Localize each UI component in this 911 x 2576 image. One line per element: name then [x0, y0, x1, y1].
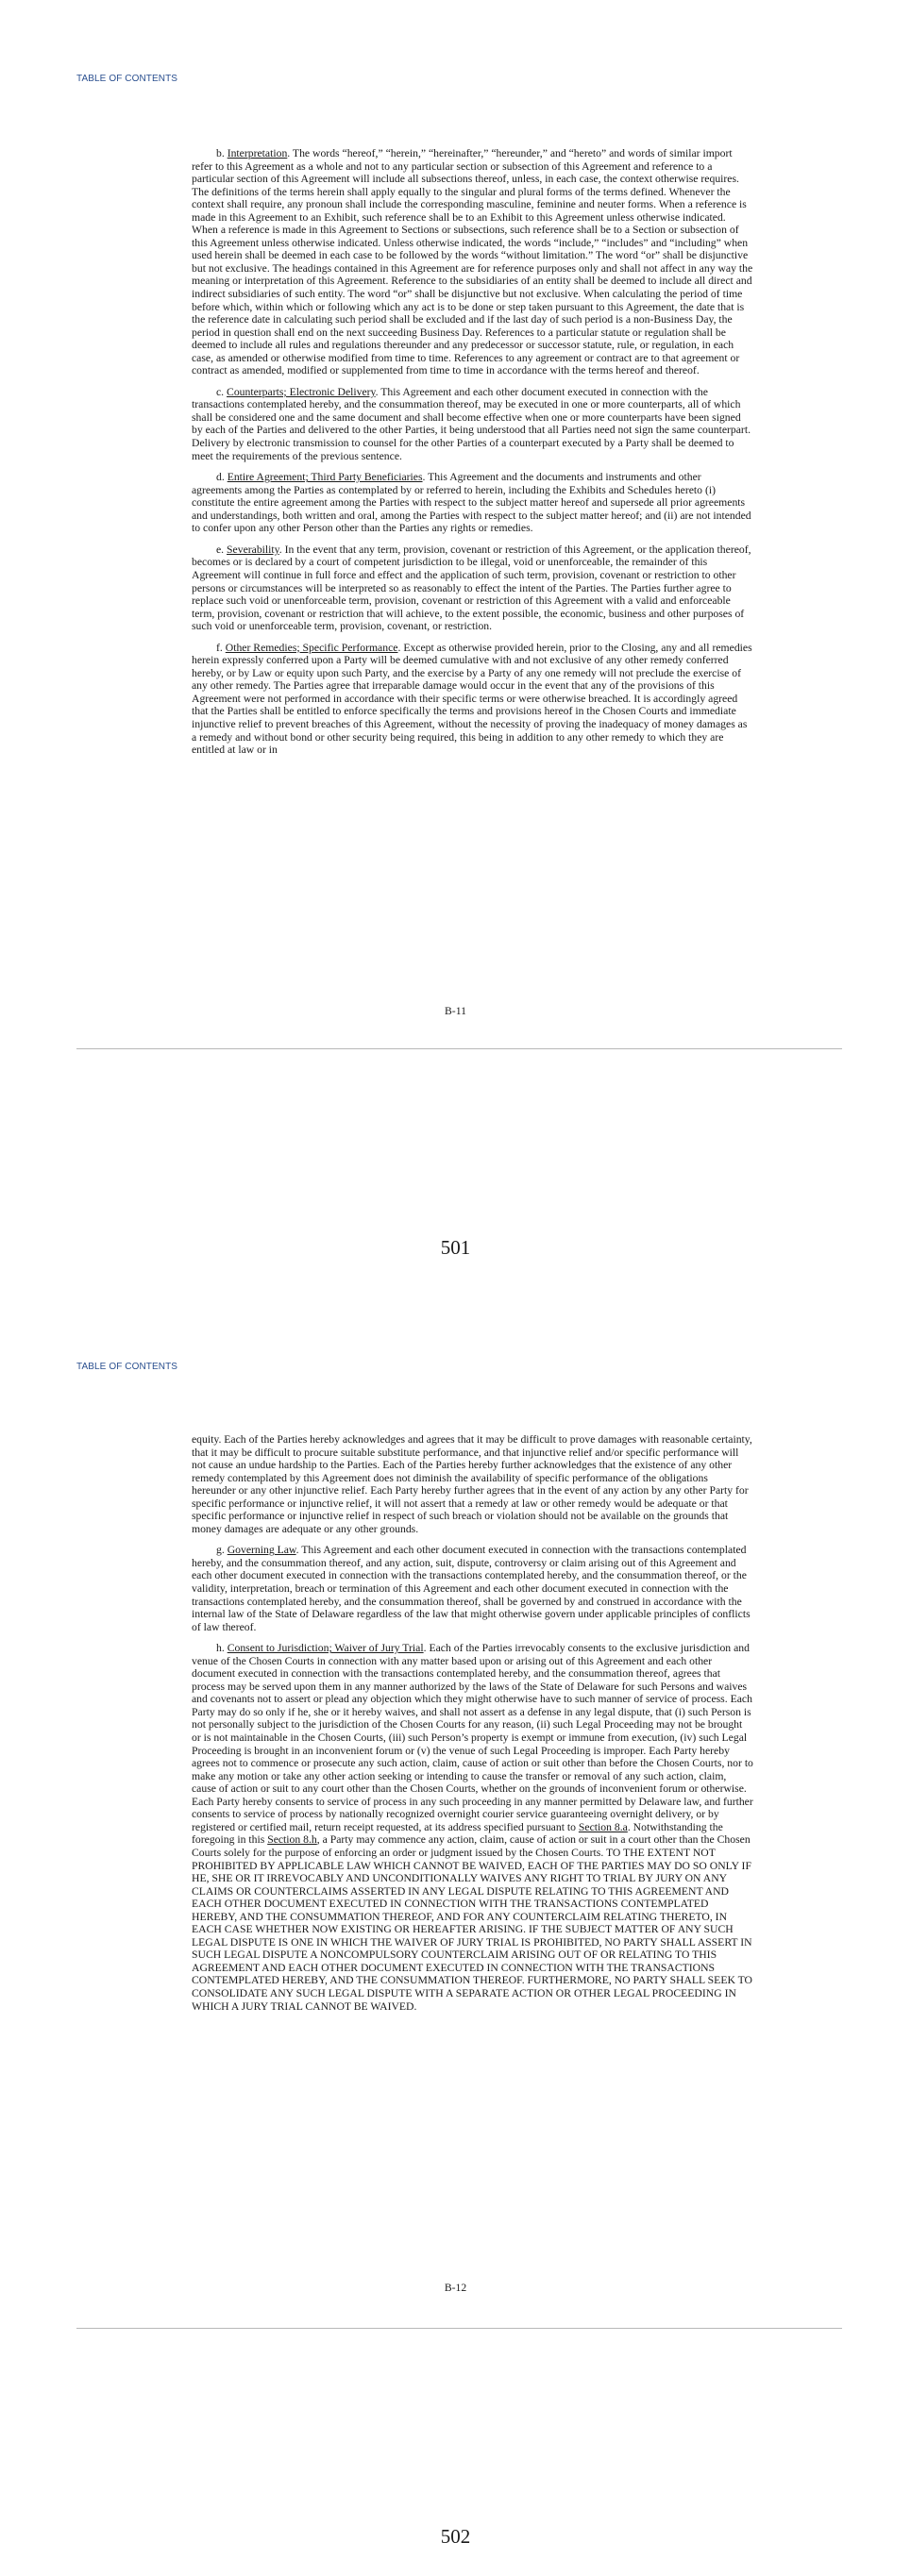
paragraph-d: [192, 471, 753, 535]
section-heading-other-remedies: Other Remedies; Specific Performance: [225, 641, 398, 654]
paragraph-text: . Each of the Parties irrevocably consents to the exclusive jurisdiction and venue of the Chosen Courts in connection with any matter based upon or arising out of this Agreement and each other document executed in connection with the transactions contemplated hereby, and the consummation thereof, agrees that process may be served upon them in any manner authorized by the laws of the State of Delaware for such Persons and waives and covenants not to assert or plead any objection which they might otherwise have to such manner of service of process. Each Party may do so only if he, she or it hereby waives, and shall not assert as a defense in any legal dispute, that (i) such Person is not personally subject to the jurisdiction of the Chosen Courts for any reason, (ii) such Legal Proceeding may not be brought or is not maintainable in the Chosen Courts, (iii) such Person’s property is exempt or immune from execution, (iv) such Legal Proceeding is brought in an inconvenient forum or (v) the venue of such Legal Proceeding is improper. Each Party hereby agrees not to commence or prosecute any such action, claim, cause of action or suit other than before the Chosen Courts, nor to make any motion or take any other action seeking or intending to cause the transfer or removal of any such action, claim, cause of action or suit to any court other than the Chosen Courts, whether on the grounds of inconvenient forum or otherwise. Each Party hereby consents to service of process in any such proceeding in any manner permitted by Delaware law, and further consents to service of process by nationally recognized overnight courier service guaranteeing overnight delivery, or by registered or certified mail, return receipt requested, at its address specified pursuant to: [192, 1642, 753, 1833]
paragraph-g: [192, 1544, 753, 1633]
paragraph-text: . Except as otherwise provided herein, prior to the Closing, any and all remedies herein expressly conferred upon a Party will be deemed cumulative with and not exclusive of any other remedy conferred hereby, or by Law or equity upon such Party, and the exercise by a Party of any one remedy will not preclude the exercise of any other remedy. The Parties agree that irreparable damage would occur in the event that any of the provisions of this Agreement were not performed in accordance with their specific terms or were otherwise breached. It is accordingly agreed that the Parties shall be entitled to enforce specifically the terms and provisions hereof in the Chosen Courts and immediate injunctive relief to prevent breaches of this Agreement, without the necessity of proving the inadequacy of money damages as a remedy and without bond or other security being required, this being in addition to any other remedy to which they are entitled at law or in: [192, 641, 752, 757]
paragraph-text: . This Agreement and each other document executed in connection with the transactions contemplated hereby, and the consummation thereof, may be executed in one or more counterparts, all of which shall be considered one and the same document and shall become effective when one or more counterparts have been signed by each of the Parties and delivered to the other Parties, it being understood that all Parties need not sign the same counterpart. Delivery by electronic transmission to counsel for the other Parties of a counterpart executed by a Party shall be deemed to meet the requirements of the previous sentence.: [192, 385, 751, 462]
paragraph-text: , a Party may commence any action, claim, cause of action or suit in a court other than the Chosen Courts solely for the purpose of enforcing an order or judgment issued by the Chosen Courts. TO THE EXTENT NOT PROHIBITED BY APPLICABLE LAW WHICH CANNOT BE WAIVED, EACH OF THE PARTIES MAY DO SO ONLY IF HE, SHE OR IT IRREVOCABLY AND UNCONDITIONALLY WAIVES ANY RIGHT TO TRIAL BY JURY ON ANY CLAIMS OR COUNTERCLAIMS ASSERTED IN ANY LEGAL DISPUTE RELATING TO THIS AGREEMENT AND EACH OTHER DOCUMENT EXECUTED IN CONNECTION WITH THE TRANSACTIONS CONTEMPLATED HEREBY, AND THE CONSUMMATION THEREOF, AND FOR ANY COUNTERCLAIM RELATING THERETO, IN EACH CASE WHETHER NOW EXISTING OR HEREAFTER ARISING. IF THE SUBJECT MATTER OF ANY SUCH LEGAL DISPUTE IS ONE IN WHICH THE WAIVER OF JURY TRIAL IS PROHIBITED, NO PARTY SHALL ASSERT IN SUCH LEGAL DISPUTE A NONCOMPULSORY COUNTERCLAIM ARISING OUT OF OR RELATING TO THIS AGREEMENT AND EACH OTHER DOCUMENT EXECUTED IN CONNECTION WITH THE TRANSACTIONS CONTEMPLATED HEREBY, AND THE CONSUMMATION THEREOF. FURTHERMORE, NO PARTY SHALL SEEK TO CONSOLIDATE ANY SUCH LEGAL DISPUTE WITH A SEPARATE ACTION OR OTHER LEGAL PROCEEDING IN WHICH A JURY TRIAL CANNOT BE WAIVED.: [192, 1833, 752, 2013]
paragraph-text: . The words “hereof,” “herein,” “hereinafter,” “hereunder,” and “hereto” and words of similar import refer to this Agreement as a whole and not to any particular section or subsection of this Agreement and reference to a particular section of this Agreement will include all subsections thereof, unless, in each case, the context otherwise requires. The definitions of the terms herein shall apply equally to the singular and plural forms of the terms defined. Whenever the context shall require, any pronoun shall include the corresponding masculine, feminine and neuter forms. When a reference is made in this Agreement to an Exhibit, such reference shall be to an Exhibit to this Agreement unless otherwise indicated. When a reference is made in this Agreement to Sections or subsections, such reference shall be to a Section or subsection of this Agreement unless otherwise indicated. Unless otherwise indicated, the words “include,” “includes” and “including” when used herein shall be deemed in each case to be followed by the words “without limitation.” The word “or” shall be disjunctive but not exclusive. The headings contained in this Agreement are for reference purposes only and shall not affect in any way the meaning or interpretation of this Agreement. Reference to the subsidiaries of an entity shall be deemed to include all direct and indirect subsidiaries of such entity. The word “or” shall be disjunctive but not exclusive. When calculating the period of time before which, within which or following which any act is to be done or step taken pursuant to this Agreement, the date that is the reference date in calculating such period shall be excluded and if the last day of such period is a non-Business Day, the period in question shall end on the next succeeding Business Day. References to a particular statute or regulation shall be deemed to include all rules and regulations thereunder and any predecessor or successor statute, rule, or regulation, in each case, as amended or otherwise modified from time to time. References to any agreement or contract are to that agreement or contract as amended, modified or supplemented from time to time in accordance with the terms hereof and thereof.: [192, 147, 753, 377]
page-footer-ref: B-11: [445, 1005, 466, 1017]
paragraph-letter: f.: [216, 641, 223, 654]
paragraph-letter: h.: [216, 1642, 225, 1655]
paragraph-c: [192, 386, 753, 462]
paragraph-text: . This Agreement and the documents and instruments and other agreements among the Parties as contemplated by or referred to herein, including the Exhibits and Schedules hereto (i) constitute the entire agreement among the Parties with respect to the subject matter hereof and supersede all prior agreements and understandings, both written and oral, among the Parties with respect to the subject matter hereof; and (ii) are not intended to confer upon any other Person other than the Parties any rights or remedies.: [192, 471, 751, 535]
section-heading-interpretation: Interpretation: [227, 147, 288, 159]
paragraph-text: . Notwithstanding the foregoing in this: [192, 1820, 723, 1847]
paragraph-f: [192, 642, 753, 757]
paragraph-continuation: [192, 1433, 753, 1535]
table-of-contents-link[interactable]: TABLE OF CONTENTS: [76, 74, 178, 84]
table-of-contents-link[interactable]: TABLE OF CONTENTS: [76, 1362, 178, 1372]
page-divider: [76, 2328, 842, 2329]
paragraph-letter: d.: [216, 471, 225, 484]
paragraph-b: [192, 147, 753, 377]
paragraph-text: . This Agreement and each other document executed in connection with the transactions contemplated hereby, and the consummation thereof, and any action, suit, dispute, controversy or claim arising out of this Agreement and each other document executed in connection with the transactions contemplated hereby, and the consummation thereof, or the validity, interpretation, breach or termination of this Agreement and each other document executed in connection with the transactions contemplated hereby, and the consummation thereof, shall be governed by and construed in accordance with the internal law of the State of Delaware regardless of the law that might otherwise govern under applicable principles of conflicts of law thereof.: [192, 1544, 751, 1633]
section-reference-link[interactable]: Section 8.h: [267, 1833, 317, 1847]
paragraph-letter: c.: [216, 385, 225, 398]
section-heading-jurisdiction: Consent to Jurisdiction; Waiver of Jury Trial: [227, 1642, 424, 1655]
page-divider: [76, 1048, 842, 1049]
section-reference-link[interactable]: Section 8.a: [578, 1820, 628, 1833]
paragraph-h: [192, 1642, 753, 2013]
section-heading-governing-law: Governing Law: [227, 1544, 296, 1557]
page-body-502: [192, 1433, 753, 2021]
paragraph-text: equity. Each of the Parties hereby acknowledges and agrees that it may be difficult to prove damages with reasonable certainty, that it may be difficult to procure suitable substitute performance, and that injunctive relief and/or specific performance will not cause an undue hardship to the Parties. Each of the Parties hereby further acknowledges that the existence of any other remedy contemplated by this Agreement does not diminish the availability of specific performance of the obligations hereunder or any other injunctive relief. Each Party hereby further agrees that in the event of any action by any other Party for specific performance or injunctive relief, it will not assert that a remedy at law or other remedy would be adequate or that specific performance or injunctive relief in respect of such breach or violation should not be available on the grounds that money damages are adequate or any other grounds.: [192, 1433, 752, 1535]
page-number: 501: [440, 1236, 471, 1259]
page-footer-ref: B-12: [444, 2282, 467, 2294]
paragraph-e: [192, 544, 753, 633]
section-heading-entire-agreement: Entire Agreement; Third Party Beneficiaries: [227, 471, 423, 484]
paragraph-letter: g.: [216, 1544, 225, 1557]
page-number: 502: [440, 2525, 471, 2548]
section-heading-counterparts: Counterparts; Electronic Delivery: [227, 385, 376, 398]
paragraph-text: . In the event that any term, provision, covenant or restriction of this Agreement, or the application thereof, becomes or is declared by a court of competent jurisdiction to be illegal, void or unenforceable, the remainder of this Agreement will continue in full force and effect and the application of such term, provision, covenant or restriction to other persons or circumstances will be interpreted so as reasonably to effect the intent of the Parties. The Parties further agree to replace such void or unenforceable term, provision, covenant or restriction of this Agreement with a valid and enforceable term, provision, covenant or restriction that will achieve, to the extent possible, the economic, business and other purposes of such void or unenforceable term, provision, covenant, or restriction.: [192, 543, 751, 633]
page-body-501: [192, 147, 753, 765]
section-heading-severability: Severability: [227, 543, 279, 556]
paragraph-letter: b.: [216, 147, 225, 159]
paragraph-letter: e.: [216, 543, 225, 556]
